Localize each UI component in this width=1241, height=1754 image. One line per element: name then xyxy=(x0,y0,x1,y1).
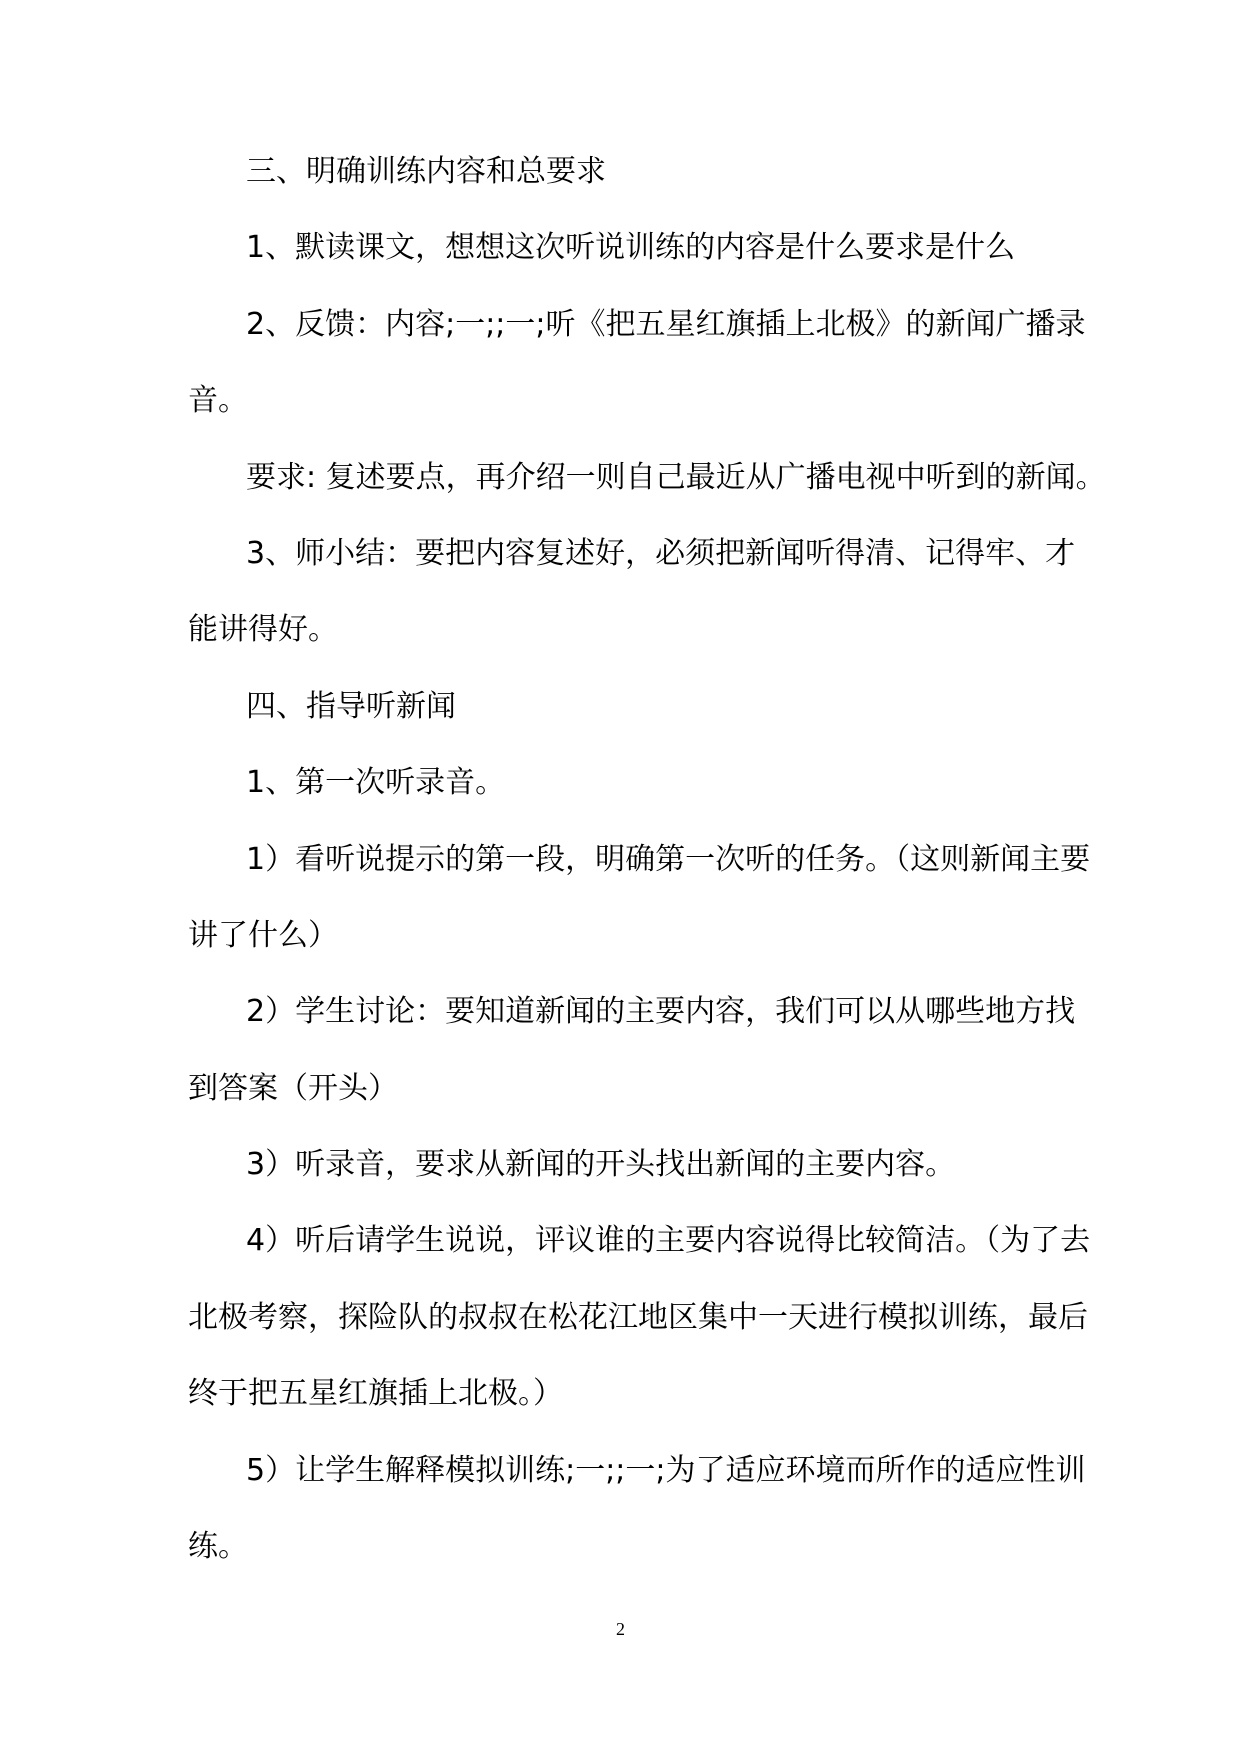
paragraph-line: 1）看听说提示的第一段，明确第一次听的任务。（这则新闻主要 xyxy=(246,842,1091,877)
page-number: 2 xyxy=(616,1619,625,1639)
paragraph-line: 练。 xyxy=(188,1529,248,1564)
paragraph-line: 1、默读课文，想想这次听说训练的内容是什么要求是什么 xyxy=(246,230,1016,265)
paragraph-line: 4）听后请学生说说，评议谁的主要内容说得比较简洁。（为了去 xyxy=(246,1223,1091,1258)
section-heading-four: 四、指导听新闻 xyxy=(246,689,456,724)
paragraph-line: 到答案（开头） xyxy=(188,1071,398,1106)
paragraph-line: 3、师小结：要把内容复述好，必须把新闻听得清、记得牢、才 xyxy=(246,536,1076,571)
paragraph-line: 要求: 复述要点，再介绍一则自己最近从广播电视中听到的新闻。 xyxy=(246,460,1106,495)
paragraph-line: 北极考察，探险队的叔叔在松花江地区集中一天进行模拟训练，最后 xyxy=(188,1300,1088,1335)
paragraph-line: 2）学生讨论：要知道新闻的主要内容，我们可以从哪些地方找 xyxy=(246,994,1076,1029)
paragraph-line: 3）听录音，要求从新闻的开头找出新闻的主要内容。 xyxy=(246,1147,956,1182)
paragraph-line: 讲了什么） xyxy=(188,918,338,953)
paragraph-line: 1、第一次听录音。 xyxy=(246,765,506,800)
paragraph-line: 2、反馈：内容;一;;一;听《把五星红旗插上北极》的新闻广播录 xyxy=(246,307,1086,342)
paragraph-line: 能讲得好。 xyxy=(188,612,338,647)
paragraph-line: 5）让学生解释模拟训练;一;;一;为了适应环境而所作的适应性训 xyxy=(246,1453,1086,1488)
paragraph-line: 音。 xyxy=(188,383,248,418)
section-heading-three: 三、明确训练内容和总要求 xyxy=(246,154,606,189)
paragraph-line: 终于把五星红旗插上北极。） xyxy=(188,1376,563,1411)
